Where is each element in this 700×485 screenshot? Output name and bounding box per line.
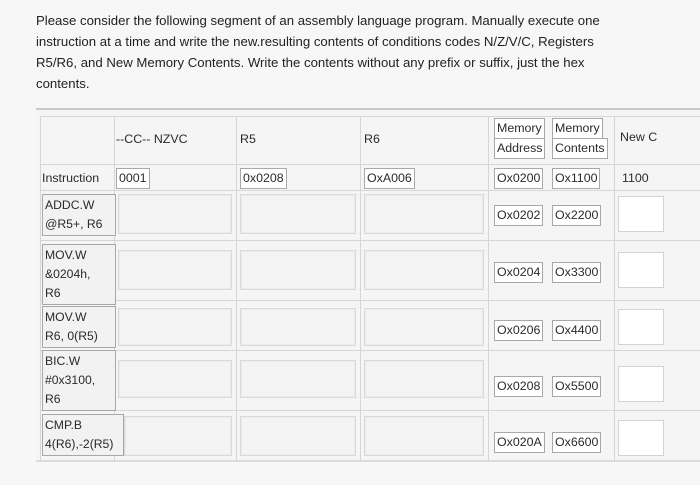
memory-contents: Ox4400 [552,320,601,341]
prompt-line: Please consider the following segment of an assembly language program. Manually execute one [36,13,600,28]
new-memory-input[interactable] [618,309,664,345]
grid-line [488,116,489,460]
memory-address: Ox0206 [494,320,543,341]
execution-table [36,108,700,462]
initial-r5-value: 0x0208 [240,168,287,189]
grid-line [360,116,361,460]
instruction-text: MOV.W [45,248,87,262]
initial-row-label: Instruction [42,171,100,185]
header-r5: R5 [240,132,256,146]
header-memory-contents-2: Contents [552,138,608,159]
grid-line [40,164,700,165]
memory-address: Ox0208 [494,376,543,397]
instruction-text: ADDC.W [45,198,95,212]
instruction-text: 4(R6),-2(R5) [45,437,114,451]
instruction-text: R6 [45,286,61,300]
instruction-cell [42,350,116,411]
memory-contents: Ox1100 [552,168,600,189]
header-memory-address-2: Address [494,138,545,159]
r5-answer-input[interactable] [240,194,356,234]
new-memory-contents: 1100 [622,171,649,185]
memory-contents: Ox6600 [552,432,601,453]
table-bottom-edge [36,460,700,462]
grid-line [40,116,41,460]
new-memory-input[interactable] [618,196,664,232]
grid-line [40,350,700,351]
instruction-cell [42,306,116,348]
instruction-text: BIC.W [45,354,81,368]
initial-condition-codes: 0001 [116,168,150,189]
instruction-cell [42,414,124,456]
memory-contents: Ox3300 [552,262,601,283]
instruction-text: MOV.W [45,310,87,324]
instruction-text: #0x3100, [45,373,96,387]
instruction-text: R6, 0(R5) [45,329,98,343]
memory-address: Ox0204 [494,262,543,283]
cc-answer-input[interactable] [118,360,232,398]
prompt-line: instruction at a time and write the new.resulting contents of conditions codes N/Z/V/C, Registers [36,34,594,49]
prompt-line: contents. [36,76,90,91]
memory-address: Ox0200 [494,168,543,189]
grid-line [40,410,700,411]
header-memory-contents-1: Memory [552,118,603,139]
memory-address: Ox020A [494,432,545,453]
cc-answer-input[interactable] [118,194,232,234]
question-prompt [36,10,656,94]
grid-line [40,190,700,191]
r5-answer-input[interactable] [240,416,356,456]
header-condition-codes: --CC-- NZVC [116,132,188,146]
r5-answer-input[interactable] [240,308,356,346]
r6-answer-input[interactable] [364,250,484,290]
r6-answer-input[interactable] [364,416,484,456]
cc-answer-input[interactable] [124,416,232,456]
cc-answer-input[interactable] [118,308,232,346]
grid-line [614,116,615,460]
memory-contents: Ox5500 [552,376,601,397]
instruction-cell [42,244,116,305]
r6-answer-input[interactable] [364,360,484,398]
header-memory-address-1: Memory [494,118,545,139]
r6-answer-input[interactable] [364,308,484,346]
grid-line [236,116,237,460]
instruction-cell [42,194,116,236]
instruction-text: @R5+, R6 [45,217,103,231]
initial-r6-value: OxA006 [364,168,415,189]
new-memory-input[interactable] [618,366,664,402]
instruction-text: CMP.B [45,418,83,432]
instruction-text: &0204h, [45,267,91,281]
prompt-line: R5/R6, and New Memory Contents. Write the contents without any prefix or suffix, just the hex [36,55,585,70]
new-memory-input[interactable] [618,420,664,456]
new-memory-input[interactable] [618,252,664,288]
grid-line [40,240,700,241]
r6-answer-input[interactable] [364,194,484,234]
header-new-contents: New C [620,130,658,144]
r5-answer-input[interactable] [240,250,356,290]
grid-line [40,300,700,301]
memory-address: Ox0202 [494,205,543,226]
cc-answer-input[interactable] [118,250,232,290]
memory-contents: Ox2200 [552,205,601,226]
header-r6: R6 [364,132,380,146]
grid-line [40,116,700,117]
r5-answer-input[interactable] [240,360,356,398]
instruction-text: R6 [45,392,61,406]
